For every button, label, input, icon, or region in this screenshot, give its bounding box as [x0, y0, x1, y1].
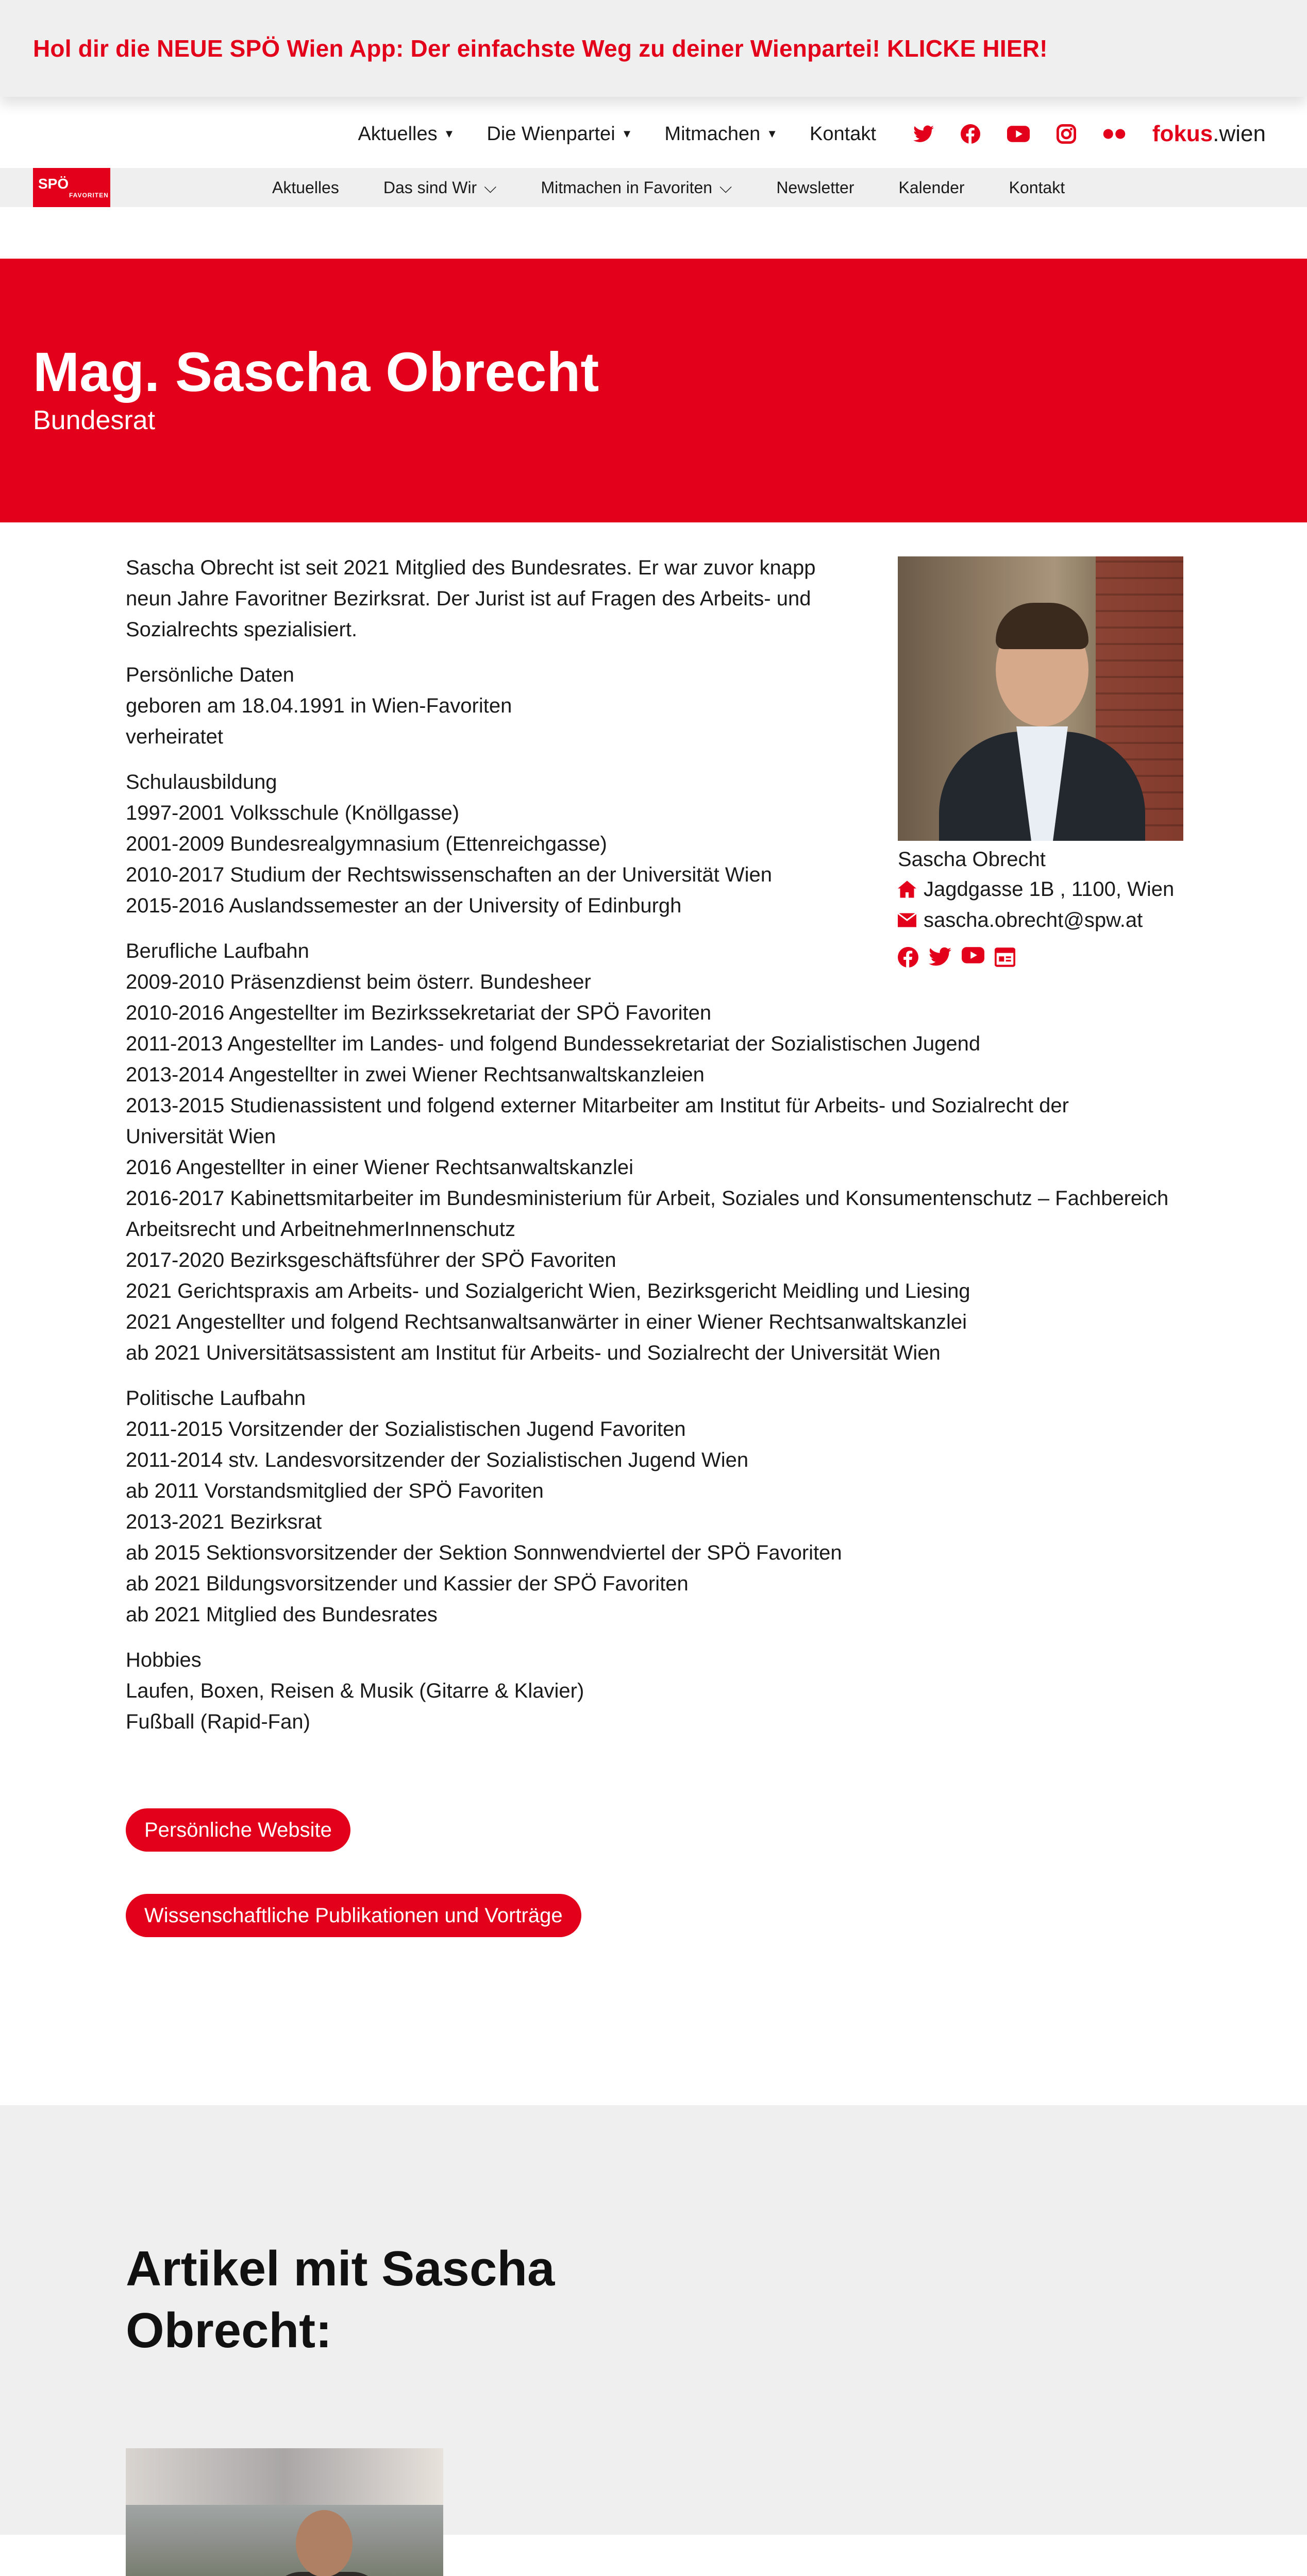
logo-subtext: FAVORITEN: [69, 192, 109, 199]
subnav-kontakt[interactable]: [1009, 178, 1065, 197]
section-line: ab 2015 Sektionsvorsitzender der Sektion Sonnwendviertel der SPÖ Favoriten: [126, 1541, 842, 1564]
promo-link[interactable]: Hol dir die NEUE SPÖ Wien App: Der einfachste Weg zu deiner Wienpartei! KLICKE HIER!: [33, 35, 1048, 62]
flickr-icon[interactable]: [1103, 128, 1126, 140]
bio-intro: Sascha Obrecht ist seit 2021 Mitglied des Bundesrates. Er war zuvor knapp neun Jahre Favoritner Bezirksrat. Der Jurist ist auf Fragen des Arbeits- und Sozialrechts spezialisiert.: [126, 556, 816, 641]
articles-title: Artikel mit Sascha Obrecht:: [126, 2241, 555, 2358]
home-icon: [898, 880, 916, 898]
section-hobbies: [126, 1645, 868, 1737]
section-navigation: [0, 168, 1307, 207]
publications-button[interactable]: Wissenschaftliche Publikationen und Vorträge: [126, 1894, 581, 1937]
section-line: 2010-2017 Studium der Rechtswissenschaften an der Universität Wien: [126, 863, 772, 886]
youtube-icon[interactable]: [962, 947, 984, 963]
hero-banner: [0, 259, 1307, 522]
top-navigation: [0, 108, 1307, 160]
twitter-icon[interactable]: [929, 947, 951, 967]
subnav-aktuelles[interactable]: [272, 178, 339, 197]
subnav-newsletter[interactable]: [776, 178, 854, 197]
section-line: ab 2011 Vorstandsmitglied der SPÖ Favoriten: [126, 1480, 544, 1502]
page-subtitle: Bundesrat: [33, 405, 156, 435]
page-title: Mag. Sascha Obrecht: [33, 341, 599, 403]
subnav-kalender[interactable]: [898, 178, 964, 197]
profile-email[interactable]: [898, 905, 1183, 936]
section-line: 2015-2016 Auslandssemester an der University of Edinburgh: [126, 894, 682, 917]
top-menu-aktuelles[interactable]: [358, 123, 455, 145]
section-line: 2016-2017 Kabinettsmitarbeiter im Bundesministerium für Arbeit, Soziales und Konsumentenschutz – Fachbereich Arbeitsrecht und ArbeitnehmerInnenschutz: [126, 1187, 1169, 1241]
facebook-icon[interactable]: [898, 947, 918, 968]
subnav-das-sind-wir[interactable]: [383, 178, 497, 197]
fokus-brand: fokus: [1152, 121, 1213, 146]
section-line: verheiratet: [126, 725, 223, 748]
section-line: 2013-2021 Bezirksrat: [126, 1511, 322, 1533]
subnav-mitmachen[interactable]: [541, 178, 732, 197]
subnav-label: Kontakt: [1009, 178, 1065, 197]
section-line: Fußball (Rapid-Fan): [126, 1710, 310, 1733]
top-menu-wienpartei[interactable]: [487, 123, 632, 145]
profile-address: [898, 874, 1183, 905]
chevron-down-icon: ⌵: [719, 178, 732, 196]
article-card[interactable]: [126, 2448, 443, 2576]
section-line: 2013-2015 Studienassistent und folgend externer Mitarbeiter am Institut für Arbeits- und Sozialrecht der Universität Wien: [126, 1094, 1069, 1148]
image-person-head: [296, 2510, 353, 2576]
profile-name: Sascha Obrecht: [898, 848, 1046, 871]
section-line: ab 2021 Universitätsassistent am Institut für Arbeits- und Sozialrecht der Universität Wien: [126, 1342, 941, 1364]
mail-icon: [898, 913, 916, 927]
subnav-label: Mitmachen in Favoriten: [541, 178, 713, 197]
section-line: ab 2021 Bildungsvorsitzender und Kassier der SPÖ Favoriten: [126, 1572, 689, 1595]
top-menu-label: Aktuelles: [358, 123, 438, 145]
section-line: geboren am 18.04.1991 in Wien-Favoriten: [126, 694, 512, 717]
section-heading: Hobbies: [126, 1649, 202, 1671]
section-line: 2011-2014 stv. Landesvorsitzender der Sozialistischen Jugend Wien: [126, 1449, 749, 1471]
website-icon[interactable]: [995, 947, 1015, 968]
section-line: 2011-2013 Angestellter im Landes- und folgend Bundessekretariat der Sozialistischen Jugend: [126, 1032, 981, 1055]
subnav-label: Aktuelles: [272, 178, 339, 197]
promo-banner[interactable]: [0, 0, 1307, 97]
section-line: ab 2021 Mitglied des Bundesrates: [126, 1603, 438, 1626]
subnav-label: Newsletter: [776, 178, 854, 197]
section-heading: Politische Laufbahn: [126, 1387, 306, 1410]
caret-down-icon: ▼: [621, 127, 633, 140]
top-menu-mitmachen[interactable]: [664, 123, 778, 145]
section-line: 2001-2009 Bundesrealgymnasium (Ettenreichgasse): [126, 833, 607, 855]
section-line: 2013-2014 Angestellter in zwei Wiener Rechtsanwaltskanzleien: [126, 1063, 705, 1086]
section-heading: Schulausbildung: [126, 771, 277, 793]
twitter-icon[interactable]: [913, 125, 934, 143]
top-menu-label: Mitmachen: [664, 123, 761, 145]
article-image[interactable]: [126, 2448, 443, 2576]
photo-hair: [996, 603, 1088, 649]
personal-website-button[interactable]: Persönliche Website: [126, 1808, 350, 1852]
subnav-label: Kalender: [898, 178, 965, 197]
section-line: 2016 Angestellter in einer Wiener Rechtsanwaltskanzlei: [126, 1156, 633, 1179]
instagram-icon[interactable]: [1057, 124, 1076, 144]
address-text: Jagdgasse 1B , 1100, Wien: [924, 878, 1175, 901]
section-line: 2011-2015 Vorsitzender der Sozialistischen Jugend Favoriten: [126, 1418, 686, 1440]
fokus-wien-link[interactable]: [1152, 121, 1266, 147]
section-personal: [126, 659, 868, 752]
section-line: 2010-2016 Angestellter im Bezirkssekretariat der SPÖ Favoriten: [126, 1002, 712, 1024]
email-link[interactable]: sascha.obrecht@spw.at: [924, 909, 1143, 931]
section-career: [126, 936, 1182, 1368]
section-politics: [126, 1383, 1053, 1630]
caret-down-icon: ▼: [443, 127, 455, 140]
section-heading: Persönliche Daten: [126, 664, 294, 686]
profile-social-links: [898, 947, 1183, 968]
youtube-icon[interactable]: [1007, 126, 1030, 142]
chevron-down-icon: ⌵: [484, 178, 497, 196]
logo-text: SPÖ: [38, 176, 69, 192]
profile-sidebar: [898, 556, 1183, 968]
section-menu: [272, 168, 1065, 207]
facebook-icon[interactable]: [961, 124, 980, 144]
image-tent: [126, 2448, 443, 2505]
top-menu-label: Die Wienpartei: [487, 123, 615, 145]
section-line: 2009-2010 Präsenzdienst beim österr. Bundesheer: [126, 971, 591, 993]
section-school: [126, 767, 868, 921]
section-line: 2021 Angestellter und folgend Rechtsanwaltsanwärter in einer Wiener Rechtsanwaltskanzlei: [126, 1311, 967, 1333]
profile-photo: [898, 556, 1183, 841]
section-line: 2021 Gerichtspraxis am Arbeits- und Sozialgericht Wien, Bezirksgericht Meidling und Liesing: [126, 1280, 970, 1302]
subnav-label: Das sind Wir: [383, 178, 477, 197]
spoe-favoriten-logo[interactable]: [33, 168, 110, 207]
section-line: 2017-2020 Bezirksgeschäftsführer der SPÖ Favoriten: [126, 1249, 616, 1272]
section-line: Laufen, Boxen, Reisen & Musik (Gitarre & Klavier): [126, 1680, 584, 1702]
top-menu-kontakt[interactable]: [810, 123, 876, 145]
caret-down-icon: ▼: [766, 127, 778, 140]
top-menu-label: Kontakt: [810, 123, 876, 145]
top-social-links: [913, 121, 1266, 147]
section-heading: Berufliche Laufbahn: [126, 940, 309, 962]
section-line: 1997-2001 Volksschule (Knöllgasse): [126, 802, 460, 824]
fokus-suffix: .wien: [1213, 121, 1266, 146]
top-menu: [358, 123, 876, 145]
